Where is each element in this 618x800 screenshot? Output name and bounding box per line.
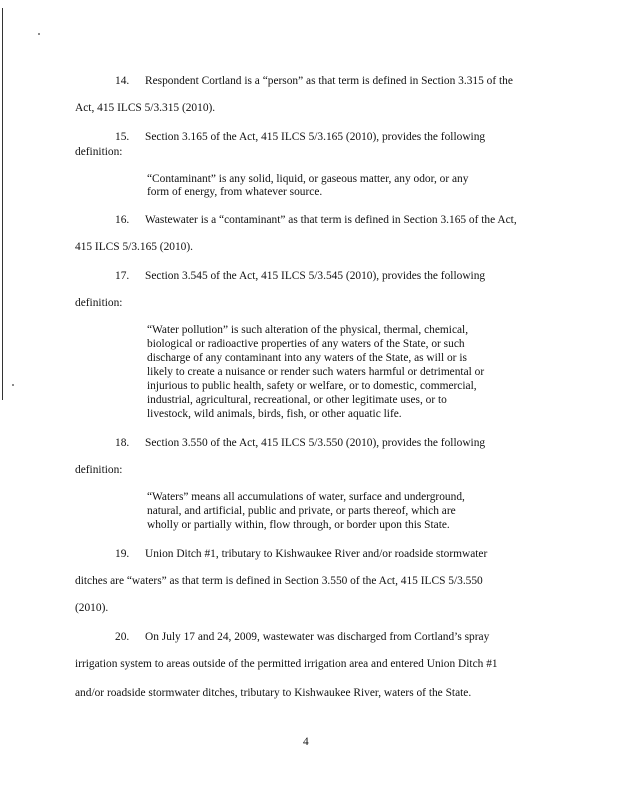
- quote-water-pollution-line-2: biological or radioactive properties of any waters of the State, or such: [147, 338, 465, 350]
- quote-waters-line-2: natural, and artificial, public and private, or parts thereof, which are: [147, 505, 456, 517]
- left-margin-line: [2, 8, 3, 400]
- paragraph-19-line-1: Union Ditch #1, tributary to Kishwaukee River and/or roadside stormwater: [145, 548, 488, 560]
- paragraph-17-line-1: Section 3.545 of the Act, 415 ILCS 5/3.545 (2010), provides the following: [145, 270, 486, 282]
- quote-water-pollution-line-7: livestock, wild animals, birds, fish, or other aquatic life.: [147, 408, 402, 420]
- paragraph-15-line-2: definition:: [75, 146, 123, 158]
- paragraph-14-line-1: Respondent Cortland is a “person” as that term is defined in Section 3.315 of the: [145, 75, 513, 87]
- quote-water-pollution-line-6: industrial, agricultural, recreational, or other legitimate uses, or to: [147, 394, 447, 406]
- paragraph-16-line-2: 415 ILCS 5/3.165 (2010).: [75, 241, 194, 253]
- quote-water-pollution-line-3: discharge of any contaminant into any waters of the State, as will or is: [147, 352, 467, 364]
- paragraph-20-number: 20.: [115, 631, 130, 643]
- paragraph-20-line-2: irrigation system to areas outside of the permitted irrigation area and entered Union Ditch #1: [75, 658, 498, 670]
- scan-speck: [12, 384, 14, 386]
- quote-contaminant-line-2: form of energy, from whatever source.: [147, 186, 323, 198]
- paragraph-18-number: 18.: [115, 437, 130, 449]
- paragraph-15-line-1: Section 3.165 of the Act, 415 ILCS 5/3.165 (2010), provides the following: [145, 131, 486, 143]
- paragraph-19-line-2: ditches are “waters” as that term is defined in Section 3.550 of the Act, 415 ILCS 5/3.550: [75, 575, 483, 587]
- quote-waters-line-3: wholly or partially within, flow through, or border upon this State.: [147, 519, 450, 531]
- paragraph-18-line-2: definition:: [75, 464, 123, 476]
- paragraph-19-line-3: (2010).: [75, 602, 109, 614]
- paragraph-18-line-1: Section 3.550 of the Act, 415 ILCS 5/3.550 (2010), provides the following: [145, 437, 486, 449]
- paragraph-16-line-1: Wastewater is a “contaminant” as that term is defined in Section 3.165 of the Act,: [145, 214, 517, 226]
- quote-waters-line-1: “Waters” means all accumulations of water, surface and underground,: [147, 491, 465, 503]
- scan-speck: [38, 33, 40, 35]
- paragraph-16-number: 16.: [115, 214, 130, 226]
- paragraph-14-line-2: Act, 415 ILCS 5/3.315 (2010).: [75, 102, 216, 114]
- quote-contaminant-line-1: “Contaminant” is any solid, liquid, or gaseous matter, any odor, or any: [147, 173, 469, 185]
- paragraph-20-line-1: On July 17 and 24, 2009, wastewater was discharged from Cortland’s spray: [145, 631, 490, 643]
- paragraph-15-number: 15.: [115, 131, 130, 143]
- quote-water-pollution-line-4: likely to create a nuisance or render such waters harmful or detrimental or: [147, 366, 485, 378]
- quote-water-pollution-line-5: injurious to public health, safety or welfare, or to domestic, commercial,: [147, 380, 477, 392]
- quote-water-pollution-line-1: “Water pollution” is such alteration of the physical, thermal, chemical,: [147, 324, 469, 336]
- paragraph-20-line-3: and/or roadside stormwater ditches, tributary to Kishwaukee River, waters of the State.: [75, 687, 472, 699]
- page-number: 4: [303, 736, 309, 748]
- paragraph-14-number: 14.: [115, 75, 130, 87]
- paragraph-17-line-2: definition:: [75, 297, 123, 309]
- paragraph-17-number: 17.: [115, 270, 130, 282]
- paragraph-19-number: 19.: [115, 548, 130, 560]
